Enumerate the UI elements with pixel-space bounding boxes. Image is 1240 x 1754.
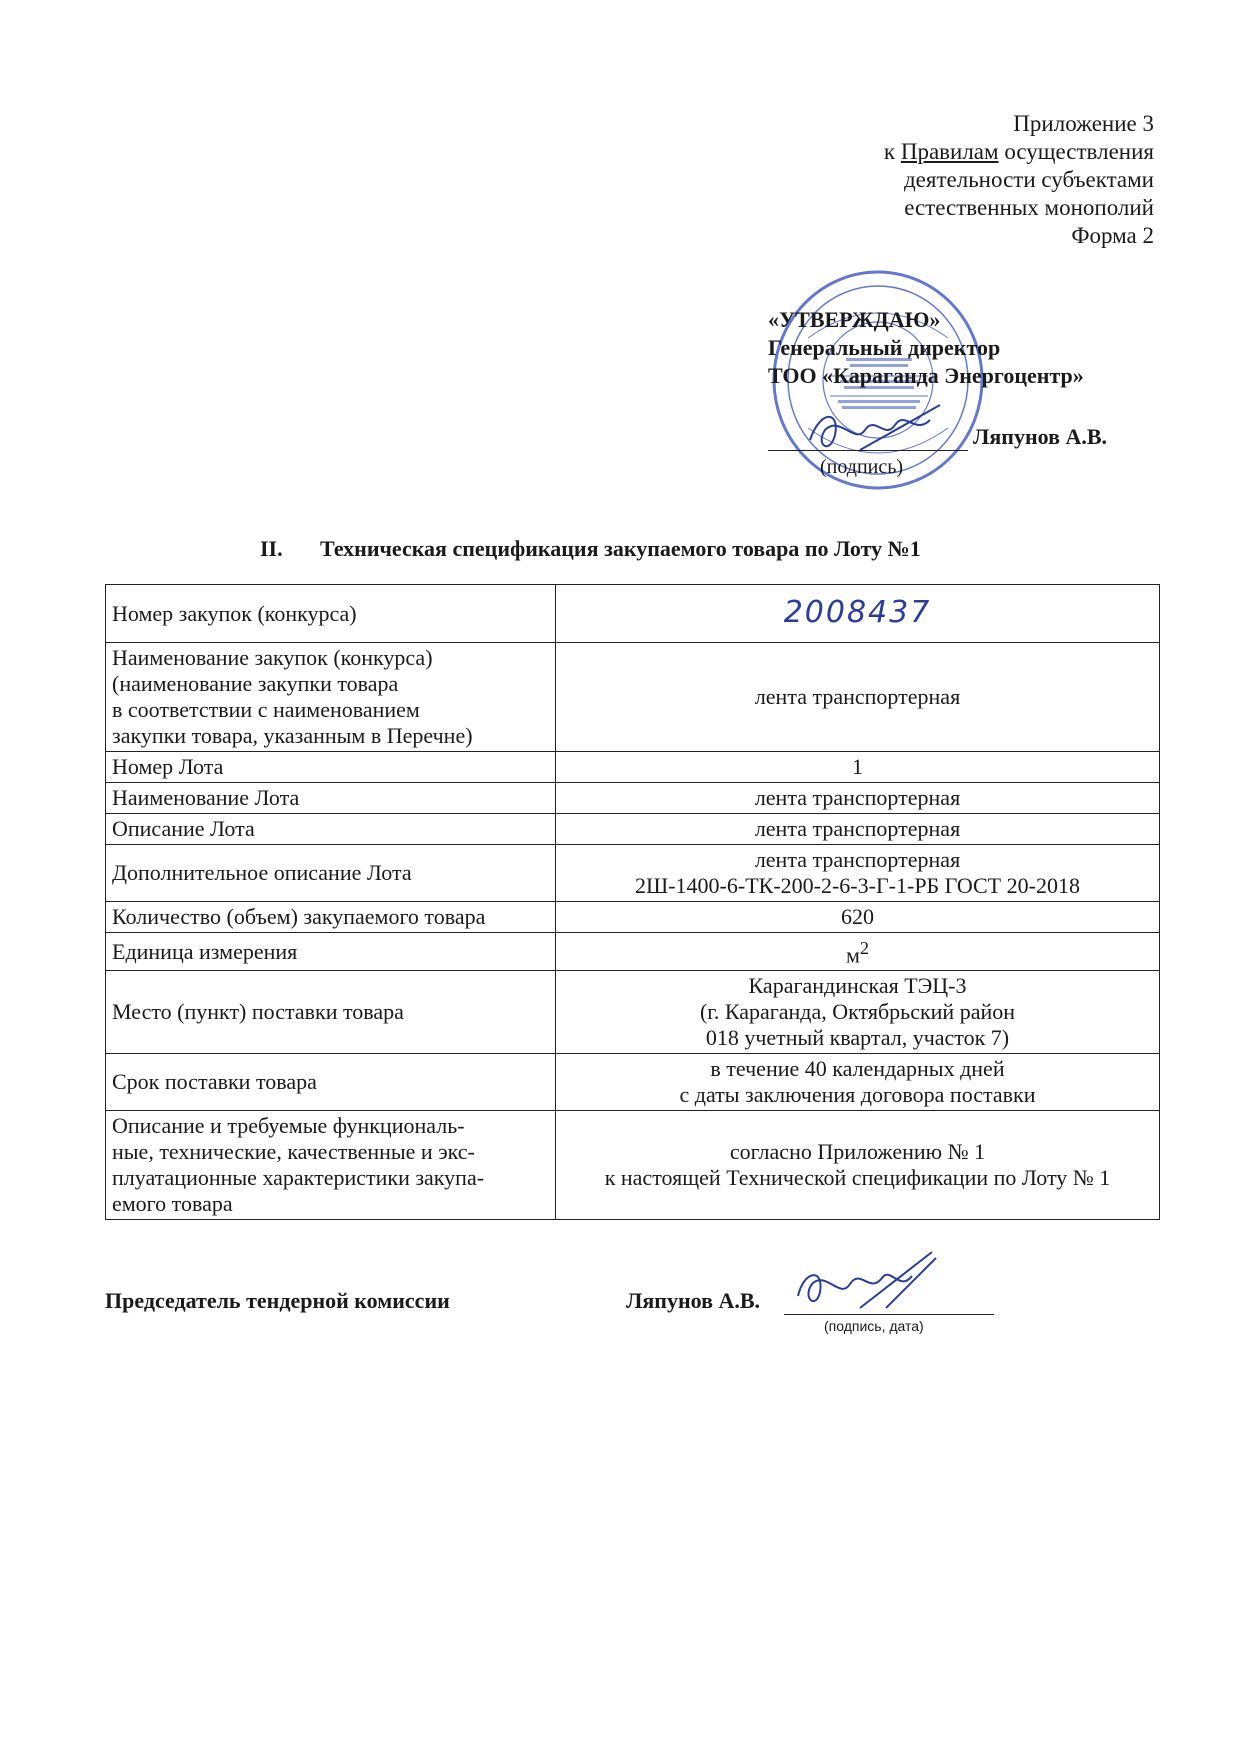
row-value [556,585,1160,643]
table-row [106,1111,1160,1220]
approval-signature-row [768,424,1148,454]
row-key: Дополнительное описание Лота [106,845,556,902]
row-key: Место (пункт) поставки товара [106,971,556,1054]
chair-signature [790,1248,940,1316]
handwritten-number: 2008437 [783,594,932,630]
row-value: лента транспортерная [556,643,1160,752]
table-row [106,643,1160,752]
approver-name: Ляпунов А.В. [973,424,1108,449]
table-row [106,783,1160,814]
row-value: 1 [556,752,1160,783]
appendix-line-3: деятельности субъектами [903,167,1154,192]
approver-position: Генеральный директор [768,335,1001,360]
row-key: Номер Лота [106,752,556,783]
row-value: в течение 40 календарных дней с даты заключения договора поставки [556,1054,1160,1111]
row-key: Срок поставки товара [106,1054,556,1111]
table-row [106,752,1160,783]
row-key: Описание и требуемые функциональ- ные, технические, качественные и экс- плуатационные характеристики закупа- емого товара [106,1111,556,1220]
row-key: Единица измерения [106,933,556,971]
row-value [556,933,1160,971]
signature-caption: (подпись) [820,456,904,478]
approver-company: ТОО «Караганда Энергоцентр» [768,363,1084,388]
appendix-line-4: естественных монополий [904,195,1154,220]
row-value: Карагандинская ТЭЦ-3 (г. Караганда, Октябрьский район 018 учетный квартал, участок 7) [556,971,1160,1054]
table-row [106,933,1160,971]
table-row [106,814,1160,845]
rules-link: Правилам [900,139,999,164]
specification-table [105,584,1160,1220]
signature-line [768,450,968,451]
table-row [106,1054,1160,1111]
approval-block [768,306,1148,390]
table-row [106,971,1160,1054]
appendix-line-1: Приложение 3 [1013,111,1154,136]
row-value: лента транспортерная [556,814,1160,845]
chair-signature-caption: (подпись, дата) [824,1318,924,1334]
row-key: Номер закупок (конкурса) [106,585,556,643]
row-key: Наименование закупок (конкурса) (наименование закупки товара в соответствии с наименованием закупки товара, указанным в Перечне) [106,643,556,752]
row-key: Наименование Лота [106,783,556,814]
table-row [106,845,1160,902]
row-value: 620 [556,902,1160,933]
row-key: Количество (объем) закупаемого товара [106,902,556,933]
row-key: Описание Лота [106,814,556,845]
row-value: согласно Приложению № 1 к настоящей Технической спецификации по Лоту № 1 [556,1111,1160,1220]
unit-superscript: 2 [859,938,870,958]
approval-title: «УТВЕРЖДАЮ» [768,307,941,332]
table-row [106,585,1160,643]
row-value: лента транспортерная 2Ш-1400-6-ТК-200-2-6-3-Г-1-РБ ГОСТ 20-2018 [556,845,1160,902]
table-row [106,902,1160,933]
form-number: Форма 2 [1071,223,1154,248]
chair-signature-line [784,1314,994,1315]
commission-chair-title: Председатель тендерной комиссии [105,1288,450,1313]
commission-chair-name: Ляпунов А.В. [626,1288,761,1313]
appendix-header [694,110,1154,250]
unit-base: м [845,942,860,968]
row-value: лента транспортерная [556,783,1160,814]
section-number: II. [260,536,283,561]
section-heading [260,536,1020,562]
appendix-line-2: к Правилам осуществления [883,139,1154,164]
section-title: Техническая спецификация закупаемого товара по Лоту №1 [320,536,921,561]
